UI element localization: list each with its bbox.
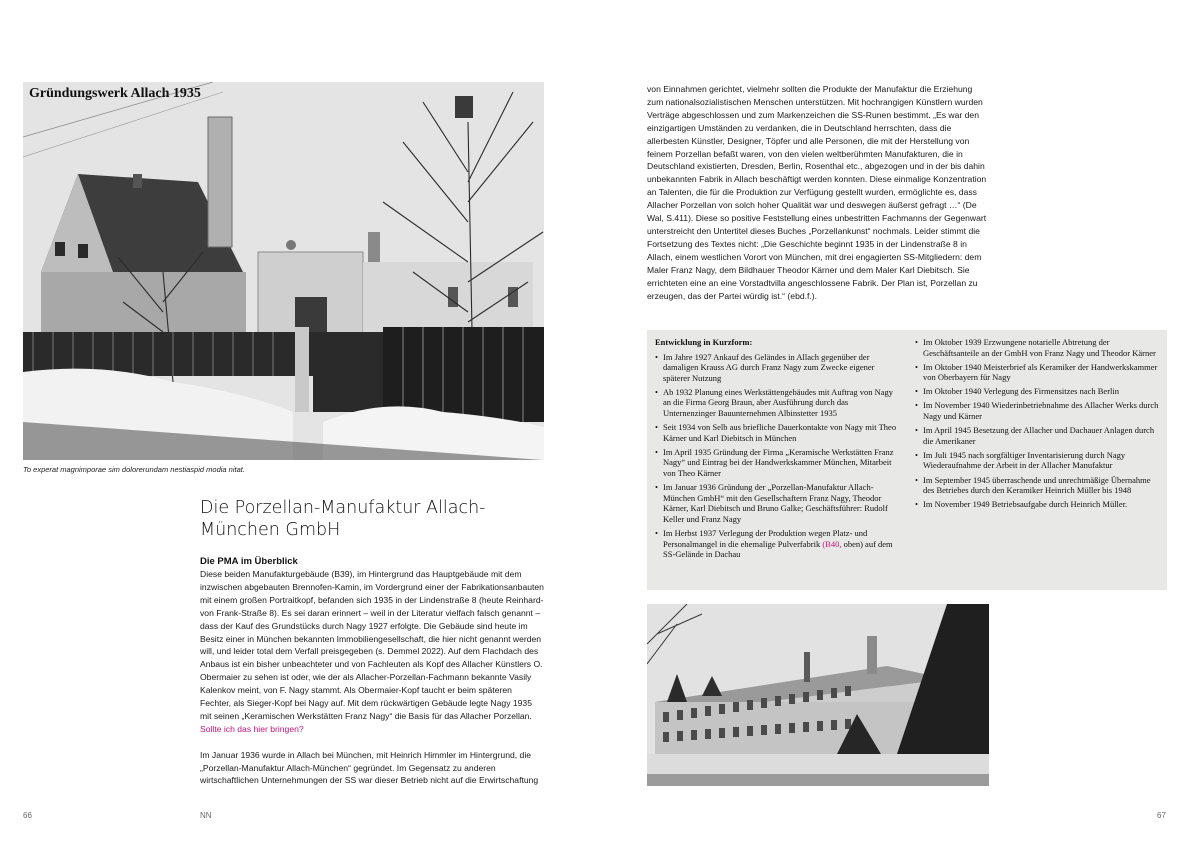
timeline-item: • Ab 1932 Planung eines Werkstättengebäudes mit Auftrag von Nagy an die Firma Georg Braun, aber Ausführung durch das Unternenzinger Bauunternehmen Albinstetter 1935 bbox=[655, 387, 901, 419]
timeline-left-column bbox=[655, 337, 901, 563]
timeline-item: • Im Oktober 1940 Meisterbrief als Keramiker der Handwerkskammer von Oberbayern für Nagy bbox=[915, 362, 1161, 383]
timeline-item: • Im November 1949 Betriebsaufgabe durch Heinrich Müller. bbox=[915, 499, 1161, 510]
timeline-item bbox=[655, 528, 901, 560]
timeline-item: • Im April 1945 Besetzung der Allacher und Dachauer Anlagen durch die Amerikaner bbox=[915, 425, 1161, 446]
photo-caption: To experat magnimporae sim dolorerundam nestiaspid modia nitat. bbox=[23, 465, 245, 474]
editor-note: Sollte ich das hier bringen? bbox=[200, 723, 304, 734]
factory-photo-1935 bbox=[23, 82, 544, 460]
page-number-left: 66 bbox=[23, 811, 32, 820]
timeline-item: • Im Oktober 1939 Erzwungene notarielle Abtretung der Geschäftsanteile an der GmbH von Franz Nagy und Theodor Kärner bbox=[915, 337, 1161, 358]
timeline-item-text: Im Herbst 1937 Verlegung der Produktion wegen Platz- und Personalmangel in die ehemalige Pulverfabrik bbox=[663, 528, 868, 549]
article-body bbox=[200, 568, 544, 787]
timeline-item-tail: oben) auf dem SS-Gelände in Dachau bbox=[663, 538, 893, 560]
timeline-item: • Seit 1934 von Selb aus briefliche Dauerkontakte von Nagy mit Theo Kärner und Karl Diebitsch in München bbox=[655, 422, 901, 443]
article-continuation: von Einnahmen gerichtet, vielmehr sollten die Produkte der Manufaktur die Erziehung zum nationalsozialistischen Menschen unterstützen. Mit hochrangigen Künstlern wurden Verträge abgeschlossen und zum Markenzeichen die SS-Runen bestimmt. „Es war den einzigartigen Umständen zu verdanken, die in Deutschland herrschten, dass die allerbesten Künstler, Designer, Töpfer und alle Personen, die mit der Herstellung von feinem Porzellan befaßt waren, von den vielen weltberühmten Manufakturen, die in Deutschland existierten, Dresden, Berlin, Rosenthal etc., abgezogen und in der bis dahin unbekannten Fabrik in Allach beschäftigt werden konnten. Diese einmalige Konzentration an Talenten, die für die Produktion zur Verfügung gestellt wurden, ermöglichte es, dass Allacher Porzellan von solch hoher Qualität war und deswegen äußerst gefragt …“ (De Wal, S.411). Diese so positive Feststellung eines unbestritten Fachmanns der Gegenwart unterstreicht den Untertitel dieses Buches „Porzellankunst“ nochmals. Leider stimmt die Fortsetzung des Textes nicht: „Die Geschichte beginnt 1935 in der Lindenstraße 8 in Allach, einem westlichen Vorort von München, mit drei engagierten SS-Mitgliedern: dem Maler Franz Nagy, dem Bildhauer Theodor Kärner und dem Maler Karl Diebitsch. Sie errichteten eine an eine Vorstadtvilla angeschlossene Fabrik. Der Plan ist, Porzellan zu erzeugen, das der Partei würdig ist.“ (ebd.f.). bbox=[647, 84, 987, 301]
factory-photo-dachau bbox=[647, 604, 989, 786]
timeline-item: • Im Jahre 1927 Ankauf des Geländes in Allach gegenüber der damaligen Krauss AG durch Franz Nagy zum Zwecke eigener späterer Nutzung bbox=[655, 352, 901, 384]
timeline-item: • Im April 1935 Gründung der Firma „Keramische Werkstätten Franz Nagy“ und Eintrag bei der Handwerkskammer München, Mitarbeit von Theo Kärner bbox=[655, 447, 901, 479]
section-marker: NN bbox=[200, 811, 212, 820]
timeline-right-column bbox=[915, 337, 1161, 513]
article-heading: Die Porzellan-Manufaktur Allach-München GmbH bbox=[200, 498, 486, 540]
factory-photo-1935-image bbox=[23, 82, 544, 460]
timeline-item: • Im Juli 1945 nach sorgfältiger Inventarisierung durch Nagy Wiederaufnahme der Arbeit in der Allacher Manufaktur bbox=[915, 450, 1161, 471]
paragraph-1 bbox=[200, 568, 544, 736]
paragraph-1-text: Diese beiden Manufakturgebäude (B39), im Hintergrund das Hauptgebäude mit dem inzwischen abgebauten Brennofen-Kamin, im Vordergrund einer der Fabrikationsanbauten mit einem großen Portraitkopf, befanden sich 1935 in der Lindenstraße 8 (heute Reinhard-von Frank-Straße 8). Es sei daran erinnert – weil in der Literatur vielfach falsch genannt – dass der Kauf des Grundstücks durch Nagy 1927 erfolgte. Die Gebäude sind heute im Besitz einer in München bekannten Immobiliengesellschaft, die hier nicht genannt werden will, und leider total dem Verfall preisgegeben (s. Demmel 2022). Auf dem Flachdach des Anbaus ist ein bisher unbeachteter und von Fachleuten als Kopf des Allacher Künstlers O. Obermaier zu sehen ist oder, wie der als Allacher-Porzellan-Fachmann bekannte Vasily Kalenkov meint, von F. Nagy stammt. Als Obermaier-Kopf taucht er beim späteren Fechter, als Sieger-Kopf bei Nagy auf. Mit dem rückwärtigen Gebäude legte Nagy 1935 mit seinen „Keramischen Werkstätten Franz Nagy“ die Basis für das Allacher Porzellan. bbox=[200, 569, 544, 721]
timeline-item: • Im Januar 1936 Gründung der „Porzellan-Manufaktur Allach-München GmbH“ mit den Gesellschaftern Franz Nagy, Theodor Kärner, Karl Diebitsch und Bruno Galke; Geschäftsführer: Rudolf Keller und Franz Nagy bbox=[655, 482, 901, 524]
paragraph-2: Im Januar 1936 wurde in Allach bei München, mit Heinrich Himmler im Hintergrund, die „Porzellan-Manufaktur Allach-München“ gegründet. Im Gegensatz zu anderen wirtschaftlichen Unternehmungen der SS war dieser Betrieb nicht auf die Erwirtschaftung bbox=[200, 749, 539, 786]
timeline-item: • Im November 1940 Wiederinbetriebnahme des Allacher Werks durch Nagy und Kärner bbox=[915, 400, 1161, 421]
page-number-right: 67 bbox=[1157, 811, 1166, 820]
article-subheading: Die PMA im Überblick bbox=[200, 556, 298, 567]
photo-title: Gründungswerk Allach 1935 bbox=[29, 86, 201, 101]
infobox-title: Entwicklung in Kurzform: bbox=[655, 337, 753, 347]
timeline-infobox bbox=[647, 330, 1167, 590]
timeline-item: • Im Oktober 1940 Verlegung des Firmensitzes nach Berlin bbox=[915, 386, 1161, 397]
figure-reference: (B40, bbox=[822, 538, 842, 549]
factory-photo-dachau-image bbox=[647, 604, 989, 786]
timeline-item: • Im September 1945 überraschende und unrechtmäßige Übernahme des Betriebes durch den Keramiker Heinrich Müller bis 1948 bbox=[915, 475, 1161, 496]
